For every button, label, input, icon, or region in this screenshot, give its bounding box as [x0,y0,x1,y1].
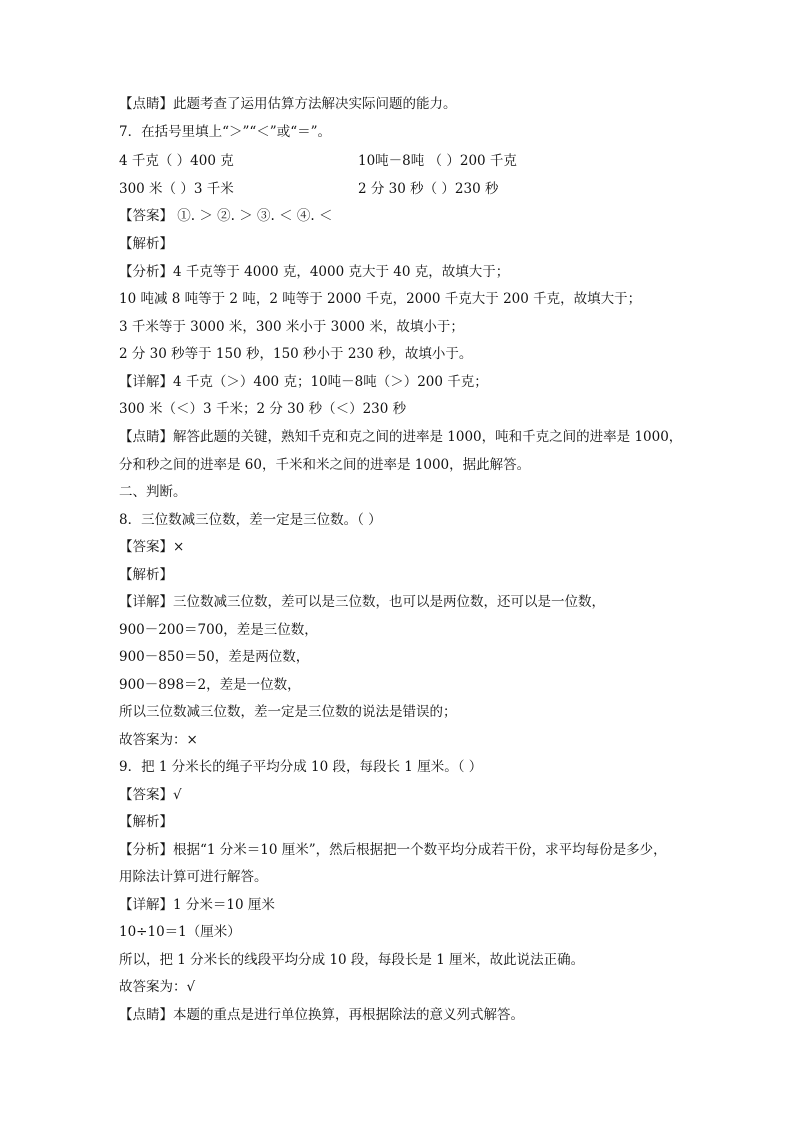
text-line: 【分析】4 千克等于 4000 克，4000 克大于 40 克，故填大于； [119,264,510,280]
q7-item-1: 4 千克（ ）400 克 [119,153,234,169]
text-line: 所以，把 1 分米长的线段平均分成 10 段，每段长是 1 厘米，故此说法正确。 [119,952,585,968]
text-line: 【点睛】本题的重点是进行单位换算，再根据除法的意义列式解答。 [119,1007,524,1023]
text-line: 故答案为：√ [119,979,196,995]
text-line: 900－200＝700，差是三位数， [119,622,318,638]
text-line: 【点睛】此题考查了运用估算方法解决实际问题的能力。 [119,96,457,112]
text-line: 故答案为：× [119,732,198,748]
text-line: 【详解】4 千克（＞）400 克；10吨－8吨（＞）200 千克； [119,374,488,390]
text-line: 【详解】1 分米＝10 厘米 [119,897,275,913]
text-line: 10÷10＝1（厘米） [119,924,241,940]
answer-line: 【答案】√ [119,787,182,803]
text-line: 【详解】三位数减三位数，差可以是三位数，也可以是两位数，还可以是一位数， [119,594,605,610]
analysis-heading: 【解析】 [119,236,173,252]
text-line: 分和秒之间的进率是 60，千米和米之间的进率是 1000，据此解答。 [119,457,531,473]
question-7-title: 7．在括号里填上“＞”“＜”或“＝”。 [119,124,331,140]
analysis-heading: 【解析】 [119,814,173,830]
analysis-heading: 【解析】 [119,567,173,583]
text-line: 用除法计算可进行解答。 [119,869,268,885]
text-line: 900－850＝50，差是两位数， [119,649,310,665]
text-line: 10 吨减 8 吨等于 2 吨，2 吨等于 2000 千克，2000 千克大于 200 千克，故填大于； [119,291,642,307]
text-line: 300 米（＜）3 千米；2 分 30 秒（＜）230 秒 [119,401,407,417]
q7-item-4: 2 分 30 秒（ ）230 秒 [358,181,499,197]
text-line: 所以三位数减三位数，差一定是三位数的说法是错误的； [119,704,457,720]
text-line: 2 分 30 秒等于 150 秒，150 秒小于 230 秒，故填小于。 [119,346,473,362]
text-line: 【分析】根据“1 分米＝10 厘米”，然后根据把一个数平均分成若干份，求平均每份是多少， [119,842,667,858]
answer-line: 【答案】× [119,539,185,555]
question-8-title: 8．三位数减三位数，差一定是三位数。（ ） [119,512,382,528]
q7-item-2: 10吨－8吨 （ ）200 千克 [358,153,517,169]
section-heading: 二、判断。 [119,484,187,500]
question-9-title: 9．把 1 分米长的绳子平均分成 10 段，每段长 1 厘米。（ ） [119,759,483,775]
answer-line: 【答案】 ①. ＞ ②. ＞ ③. ＜ ④. ＜ [119,208,333,224]
text-line: 3 千米等于 3000 米，300 米小于 3000 米，故填小于； [119,319,464,335]
q7-item-3: 300 米（ ）3 千米 [119,181,234,197]
text-line: 900－898＝2，差是一位数， [119,677,301,693]
text-line: 【点睛】解答此题的关键，熟知千克和克之间的进率是 1000，吨和千克之间的进率是 1000， [119,429,683,445]
